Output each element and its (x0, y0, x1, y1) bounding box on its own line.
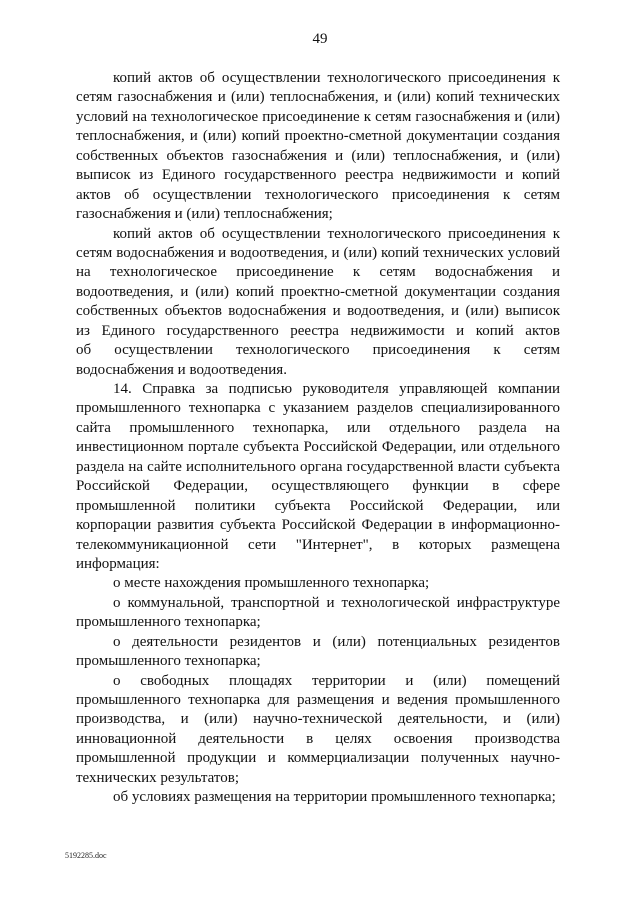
text-line: промышленного технопарка с указанием разделов специализированного (76, 400, 560, 417)
paragraph (76, 633, 560, 672)
text-line: собственных объектов водоснабжения и водоотведения, и (или) выписок (76, 303, 560, 320)
text-line: актов об осуществлении технологического присоединения к сетям (76, 186, 560, 203)
text-line: копий актов об осуществлении технологического присоединения к (113, 70, 560, 86)
page-number: 49 (312, 31, 328, 47)
text-line: инвестиционном портале субъекта Российской Федерации, или отдельного (76, 439, 560, 456)
paragraph (76, 380, 560, 574)
text-line: водоотведения, и (или) копий проектно-сметной документации создания (76, 283, 560, 300)
document-body (76, 69, 560, 808)
text-line: сетям газоснабжения и (или) теплоснабжения, и (или) копий технических (76, 89, 560, 106)
text-line: сайта промышленного технопарка, или отдельного раздела на (76, 419, 560, 436)
text-line: о свободных площадях территории и (или) помещений (113, 672, 560, 689)
text-line: промышленной продукции и коммерциализации полученных научно- (76, 750, 560, 767)
text-line: сетям водоснабжения и водоотведения, и (или) копий технических условий (76, 244, 560, 261)
text-line: промышленной политики субъекта Российской Федерации, или (76, 497, 560, 514)
footer-file-code: 5192285.doc (65, 851, 107, 860)
text-line: технических результатов; (76, 769, 240, 786)
text-line: корпорации развития субъекта Российской Федерации в информационно- (76, 517, 560, 534)
text-line: из Единого государственного реестра недвижимости и копий актов (76, 322, 560, 339)
paragraph (76, 672, 560, 789)
text-line: 14. Справка за подписью руководителя управляющей компании (113, 381, 560, 397)
text-line: производства, и (или) научно-технической деятельности, и (или) (76, 711, 560, 728)
text-line: теплоснабжения, и (или) копий проектно-сметной документации создания (76, 128, 560, 145)
text-line: Российской Федерации, осуществляющего функции в сфере (76, 478, 560, 495)
text-line: раздела на сайте исполнительного органа государственной власти субъекта (76, 458, 560, 475)
text-line: промышленного технопарка; (76, 614, 261, 631)
text-line: об осуществлении технологического присоединения к сетям (76, 342, 560, 359)
paragraph (76, 594, 560, 633)
text-line: о месте нахождения промышленного технопарка; (113, 575, 430, 592)
text-line: об условиях размещения на территории промышленного технопарка; (113, 789, 556, 806)
text-line: о коммунальной, транспортной и технологической инфраструктуре (113, 594, 560, 611)
text-line: промышленного технопарка для размещения и ведения промышленного (76, 692, 560, 708)
text-line: промышленного технопарка; (76, 653, 261, 670)
text-line: на технологическое присоединение к сетям водоснабжения и (76, 264, 560, 281)
text-line: инновационной деятельности в целях освоения производства (76, 730, 560, 747)
text-line: выписок из Единого государственного реестра недвижимости и копий (76, 167, 560, 184)
paragraph (76, 69, 560, 225)
text-line: водоснабжения и водоотведения. (76, 361, 287, 378)
paragraph (76, 574, 560, 593)
text-line: телекоммуникационной сети "Интернет", в которых размещена (76, 536, 560, 553)
text-line: информация: (76, 555, 160, 572)
text-line: собственных объектов газоснабжения и (или) теплоснабжения, и (или) (76, 147, 560, 164)
text-line: условий на технологическое присоединение к сетям газоснабжения и (или) (76, 108, 560, 125)
text-line: газоснабжения и (или) теплоснабжения; (76, 206, 333, 223)
paragraph (76, 225, 560, 381)
text-line: о деятельности резидентов и (или) потенциальных резидентов (113, 633, 560, 650)
paragraph (76, 788, 560, 807)
text-line: копий актов об осуществлении технологического присоединения к (113, 225, 560, 242)
